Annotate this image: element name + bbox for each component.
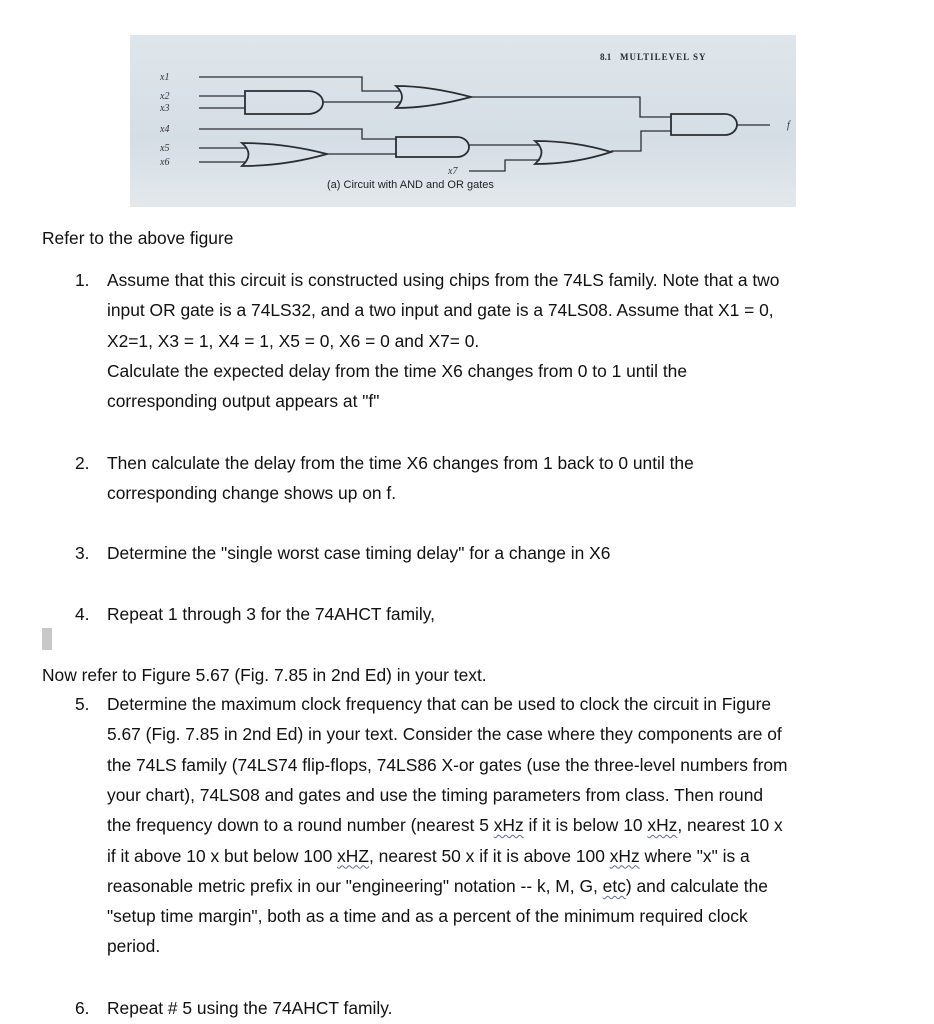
text-segment: if it above 10 x but below 100 — [107, 845, 338, 866]
section2-intro: Now refer to Figure 5.67 (Fig. 7.85 in 2nd Ed) in your text. — [42, 665, 487, 685]
input-label-x6: x6 — [160, 157, 170, 168]
question-line — [107, 905, 748, 927]
text-segment: if it is below 10 — [523, 815, 648, 836]
question-line — [107, 997, 392, 1019]
text-segment: input OR gate is a 74LS32, and a two input and gate is a 74LS08. Assume that X1 = 0, — [107, 300, 774, 321]
question-line — [107, 875, 768, 897]
question-line — [107, 723, 782, 745]
wire-x5-x6 — [199, 148, 246, 162]
input-label-x7: x7 — [448, 166, 458, 177]
circuit-figure — [130, 35, 796, 207]
text-segment: , nearest 10 x — [677, 815, 783, 836]
input-label-x3: x3 — [160, 103, 170, 114]
or-gate-3 — [535, 141, 611, 164]
question-line — [107, 299, 774, 321]
figure-caption: (a) Circuit with AND and OR gates — [327, 179, 494, 191]
wire-x1 — [199, 77, 400, 91]
question-number: 5. — [75, 694, 90, 714]
spellcheck-flagged-word: xHz — [609, 845, 640, 866]
intro-text: Refer to the above figure — [42, 228, 234, 248]
wire-or1-and3 — [471, 97, 671, 117]
text-segment: Determine the maximum clock frequency that can be used to clock the circuit in Figure — [107, 694, 772, 714]
question-number: 2. — [75, 453, 90, 473]
text-segment: Calculate the expected delay from the time X6 changes from 0 to 1 until the — [107, 360, 688, 381]
question-line — [107, 390, 379, 412]
question-line — [107, 360, 687, 382]
circuit-diagram — [130, 35, 796, 207]
question-line — [107, 330, 479, 352]
question-number: 6. — [75, 998, 90, 1018]
input-label-x4: x4 — [160, 124, 170, 135]
text-segment: your chart), 74LS08 and gates and use the timing parameters from class. Then round — [107, 784, 764, 805]
text-segment: Then calculate the delay from the time X6 changes from 1 back to 0 until the — [107, 453, 694, 473]
and-gate-2 — [396, 137, 469, 157]
question-number: 3. — [75, 543, 90, 563]
text-segment: the frequency down to a round number (nearest 5 — [107, 815, 494, 836]
wire-or3-and3 — [611, 131, 671, 151]
text-segment: where "x" is a — [639, 845, 750, 866]
output-label-f: f — [787, 120, 790, 131]
text-segment: Assume that this circuit is constructed using chips from the 74LS family. Note that a two — [107, 270, 780, 290]
text-segment: , nearest 50 x if it is above 100 — [369, 845, 610, 866]
text-segment: period. — [107, 936, 161, 957]
text-segment: Repeat # 5 using the 74AHCT family. — [107, 998, 393, 1018]
question-line — [107, 784, 763, 806]
spellcheck-flagged-word: xHz — [647, 815, 678, 836]
wire-x4 — [199, 129, 396, 139]
question-number: 1. — [75, 270, 90, 290]
text-segment: Determine the "single worst case timing delay" for a change in X6 — [107, 543, 611, 563]
question-line — [107, 845, 750, 867]
text-segment: "setup time margin", both as a time and as a percent of the minimum required clock — [107, 906, 748, 927]
or-gate-2 — [242, 143, 327, 166]
question-line — [107, 482, 396, 504]
question-line — [107, 693, 771, 715]
text-segment: reasonable metric prefix in our "engineering" notation -- k, M, G, — [107, 875, 603, 896]
question-line — [107, 452, 694, 474]
text-segment: corresponding change shows up on f. — [107, 483, 397, 504]
input-label-x5: x5 — [160, 143, 170, 154]
question-number: 4. — [75, 604, 90, 624]
wire-x2-x3 — [199, 96, 245, 108]
text-segment: Repeat 1 through 3 for the 74AHCT family, — [107, 604, 436, 624]
text-segment: the 74LS family (74LS74 flip-flops, 74LS86 X-or gates (use the three-level numbers from — [107, 754, 788, 775]
spellcheck-flagged-word: xHz — [493, 815, 524, 836]
input-label-x1: x1 — [160, 72, 170, 83]
question-line — [107, 542, 610, 564]
text-cursor-block — [42, 628, 52, 650]
text-segment: 5.67 (Fig. 7.85 in 2nd Ed) in your text. Consider the case where they components are of — [107, 724, 782, 745]
text-segment: X2=1, X3 = 1, X4 = 1, X5 = 0, X6 = 0 and X7= 0. — [107, 330, 480, 351]
question-line — [107, 814, 783, 836]
question-line — [107, 754, 788, 776]
header-title: MULTILEVEL SY — [620, 52, 707, 62]
wire-x7 — [469, 160, 540, 171]
text-segment: ) and calculate the — [625, 875, 768, 896]
question-line — [107, 269, 779, 291]
and-gate-3 — [671, 114, 737, 135]
question-line — [107, 935, 160, 957]
spellcheck-flagged-word: etc — [602, 875, 626, 896]
header-section: 8.1 — [600, 52, 612, 62]
and-gate-1 — [245, 91, 323, 114]
or-gate-1 — [396, 86, 471, 108]
text-segment: corresponding output appears at "f" — [107, 391, 380, 412]
spellcheck-flagged-word: xHZ — [337, 845, 369, 866]
question-line — [107, 603, 435, 625]
input-label-x2: x2 — [160, 91, 170, 102]
